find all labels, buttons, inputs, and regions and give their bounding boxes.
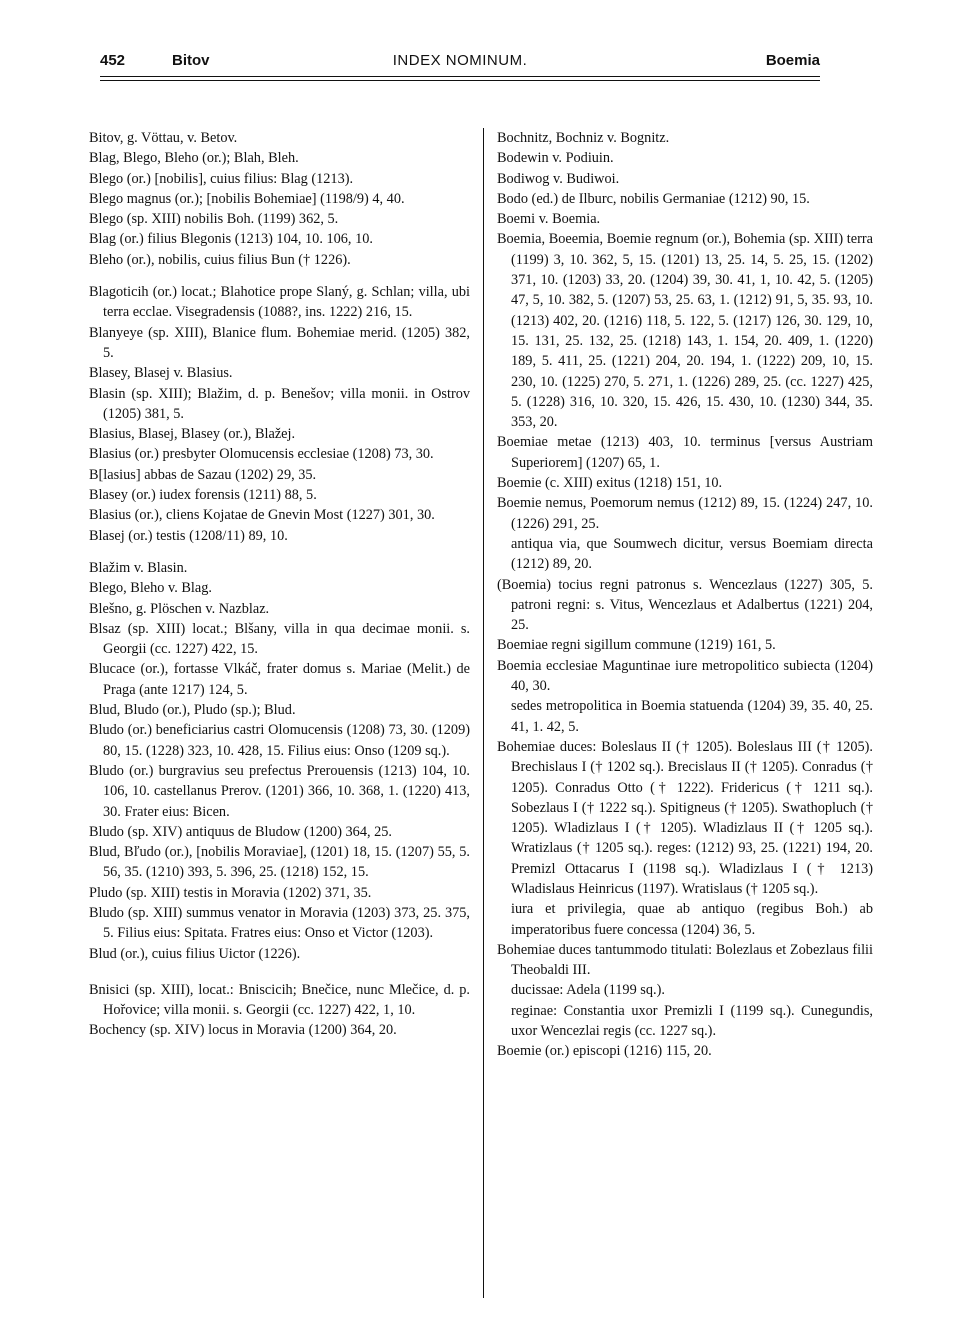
index-entry: Blažim v. Blasin. bbox=[89, 559, 188, 576]
index-entry: Boemi v. Boemia. bbox=[497, 211, 601, 228]
index-entry: Bohemiae duces tantummodo titulati: Bolezlaus et Zobezlaus filii Theobaldi III. bbox=[497, 941, 873, 979]
index-entry: Bochnitz, Bochniz v. Bognitz. bbox=[497, 130, 670, 146]
index-entry: Blud, Bludo (or.), Pludo (sp.); Blud. bbox=[89, 702, 296, 719]
index-entry: Blasin (sp. XIII); Blažim, d. p. Benešov; villa monii. in Ostrov (1205) 381, 5. bbox=[89, 385, 470, 422]
index-entry: Pludo (sp. XIII) testis in Moravia (1202) 371, 35. bbox=[89, 884, 372, 901]
index-subentry: reginae: Constantia uxor Premizli I (1199 sq.). Cunegundis, uxor Wencezlai regis (cc. 1227 sq.). bbox=[511, 1002, 873, 1040]
index-subentry: sedes metropolitica in Boemia statuenda (1204) 39, 35. 40, 25. 41, 1. 42, 5. bbox=[511, 698, 873, 735]
index-entry: Bodewin v. Podiuin. bbox=[497, 150, 614, 167]
index-entry: Boemie (or.) episcopi (1216) 115, 20. bbox=[497, 1043, 712, 1060]
index-entry: Bludo (sp. XIV) antiquus de Bludow (1200) 364, 25. bbox=[89, 823, 392, 840]
index-entry: Blasej (or.) testis (1208/11) 89, 10. bbox=[89, 527, 288, 544]
header-title: INDEX NOMINUM. bbox=[392, 52, 528, 69]
index-entry: Bludo (or.) burgravius seu prefectus Prerouensis (1213) 104, 10. 106, 10. castellanus Prerov. (1201) 366, 10. 368, 1. (1220) 413, 30. Frater eius: Bicen. bbox=[89, 762, 470, 820]
running-header bbox=[100, 48, 820, 74]
index-entry: Blego, Bleho v. Blag. bbox=[89, 580, 212, 597]
column-divider bbox=[483, 128, 484, 1298]
index-entry: Boemiae metae (1213) 403, 10. terminus [versus Austriam Superiorem] (1207) 65, 1. bbox=[497, 434, 873, 471]
index-entry: Blsaz (sp. XIII) locat.; Blšany, villa in qua decimae monii. s. Georgii (cc. 1227) 422, 15. bbox=[89, 620, 470, 658]
index-entry: Blud (or.), cuius filius Uictor (1226). bbox=[89, 945, 301, 962]
index-entry: Boemie (c. XIII) exitus (1218) 151, 10. bbox=[497, 475, 723, 492]
index-entry: (Boemia) tocius regni patronus s. Wencezlaus (1227) 305, 5. patroni regni: s. Vitus, Wencezlaus et Adalbertus (1221) 204, 25. bbox=[497, 576, 873, 634]
index-entry: Bitov, g. Vöttau, v. Betov. bbox=[89, 130, 238, 146]
index-entry: Blasius (or.) presbyter Olomucensis ecclesiae (1208) 73, 30. bbox=[89, 446, 434, 463]
index-entry: Blucace (or.), fortasse Vlkáč, frater domus s. Mariae (Melit.) de Praga (ante 1217) 124, 5. bbox=[89, 661, 470, 698]
index-entry: Blego magnus (or.); [nobilis Bohemiae] (1198/9) 4, 40. bbox=[89, 190, 405, 207]
index-entry: Blasey, Blasej v. Blasius. bbox=[89, 365, 233, 382]
index-column-left bbox=[89, 128, 470, 1041]
header-rule-top bbox=[100, 76, 820, 77]
index-entry: Blasey (or.) iudex forensis (1211) 88, 5. bbox=[89, 487, 317, 504]
header-rule-bottom bbox=[100, 80, 820, 81]
index-entry: Blasius (or.), cliens Kojatae de Gnevin Most (1227) 301, 30. bbox=[89, 507, 435, 524]
index-entry: Boemia ecclesiae Maguntinae iure metropolitico subiecta (1204) 40, 30. bbox=[497, 657, 873, 695]
index-entry: Blasius, Blasej, Blasey (or.), Blažej. bbox=[89, 426, 296, 443]
index-subentry: iura et privilegia, quae ab antiquo (regibus Boh.) ab imperatoribus fuere concessa (1204) 36, 5. bbox=[511, 901, 873, 938]
index-entry: Bnisici (sp. XIII), locat.: Bniscicih; Bnečice, nunc Mlečice, d. p. Hořovice; villa monii. s. Georgii (cc. 1227) 422, 1, 10. bbox=[89, 981, 470, 1019]
index-subentry: ducissae: Adela (1199 sq.). bbox=[511, 982, 665, 999]
index-subentry: antiqua via, que Soumwech dicitur, versus Boemiam directa (1212) 89, 20. bbox=[511, 535, 873, 573]
index-entry: B[lasius] abbas de Sazau (1202) 29, 35. bbox=[89, 466, 317, 483]
index-entry: Blag (or.) filius Blegonis (1213) 104, 10. 106, 10. bbox=[89, 231, 373, 248]
index-entry: Blud, Bľudo (or.), [nobilis Moraviae], (1201) 18, 15. (1207) 55, 5. 56, 35. (1210) 393, 5. 396, 25. (1218) 152, 15. bbox=[89, 844, 470, 881]
header-left-keyword: Bitov bbox=[172, 52, 210, 69]
index-entry: Bohemiae duces: Boleslaus II († 1205). Boleslaus III († 1205). Brechislaus I († 1202 sq.). Brecislaus II († 1205). Conradus († 1205). Conradus Otto († 1222). Fridericus († 1211 sq.). Sobezlaus I († 1222 sq.). Spitigneus († 1205). Swathopluch († 1205). Wladizlaus I († 1205). Wladizlaus II († 1205 sq.). Wratizlaus († 1205 sq.). reges: (1212) 93, 25. (1221) 194, 20. Premizl Ottacarus I (1198 sq.). Wladizlaus I († 1213) Wladislaus Heinricus (1197). Wratislaus († 1205 sq.). bbox=[497, 738, 873, 897]
index-column-right bbox=[497, 128, 873, 1062]
index-entry: Bludo (or.) beneficiarius castri Olomucensis (1208) 73, 30. (1209) 80, 15. (1228) 323, 10. 428, 15. Filius eius: Onso (1209 sq.). bbox=[89, 722, 470, 759]
index-entry: Blešno, g. Plöschen v. Nazblaz. bbox=[89, 600, 270, 617]
index-entry: Blag, Blego, Bleho (or.); Blah, Bleh. bbox=[89, 150, 299, 167]
index-entry: Boemiae regni sigillum commune (1219) 161, 5. bbox=[497, 637, 776, 654]
index-entry: Boemie nemus, Poemorum nemus (1212) 89, 15. (1224) 247, 10. (1226) 291, 25. bbox=[497, 495, 873, 532]
index-entry: Boemia, Boeemia, Boemie regnum (or.), Bohemia (sp. XIII) terra (1199) 3, 10. 362, 5, 15. (1201) 13, 25. 14, 5. 25, 15. (1202) 371, 10. (1203) 33, 20. (1204) 39, 30. 41, 1, 10. 42, 5. (1205) 47, 5, 10. 382, 5. (1207) 53, 25. 63, 1. (1212) 91, 5, 35. 93, 10. (1213) 402, 20. (1216) 118, 5. 122, 5. (1217) 126, 30. 129, 10, 15. 131, 25. 132, 25. (1218) 143, 1. 154, 20. 409, 1. (1220) 189, 5. 411, 25. (1221) 204, 20. 194, 1. (1222) 209, 10, 15. 230, 10. (1225) 270, 5. 271, 1. (1226) 289, 25. (cc. 1227) 425, 5. (1228) 316, 10. 320, 15. 426, 15. 430, 10. (1230) 344, 35. 353, 20. bbox=[497, 231, 873, 431]
index-entry: Blanyeye (sp. XIII), Blanice flum. Bohemiae merid. (1205) 382, 5. bbox=[89, 324, 470, 361]
index-entry: Blego (sp. XIII) nobilis Boh. (1199) 362, 5. bbox=[89, 211, 339, 228]
index-entry: Bodo (ed.) de Ilburc, nobilis Germaniae (1212) 90, 15. bbox=[497, 190, 810, 207]
index-entry: Bodiwog v. Budiwoi. bbox=[497, 170, 620, 187]
index-entry: Bleho (or.), nobilis, cuius filius Bun († 1226). bbox=[89, 251, 351, 268]
page-number: 452 bbox=[100, 52, 126, 69]
index-entry: Blagoticih (or.) locat.; Blahotice prope Slaný, g. Schlan; villa, ubi terra ecclae. Visegradensis (1088?, ins. 1222) 216, 15. bbox=[89, 284, 470, 321]
header-right-keyword: Boemia bbox=[765, 52, 820, 69]
index-entry: Bludo (sp. XIII) summus venator in Moravia (1203) 373, 25. 375, 5. Filius eius: Spitata. Fratres eius: Onso et Victor (1203). bbox=[89, 904, 470, 942]
index-entry: Bochency (sp. XIV) locus in Moravia (1200) 364, 20. bbox=[89, 1022, 397, 1039]
index-entry: Blego (or.) [nobilis], cuius filius: Blag (1213). bbox=[89, 170, 354, 187]
